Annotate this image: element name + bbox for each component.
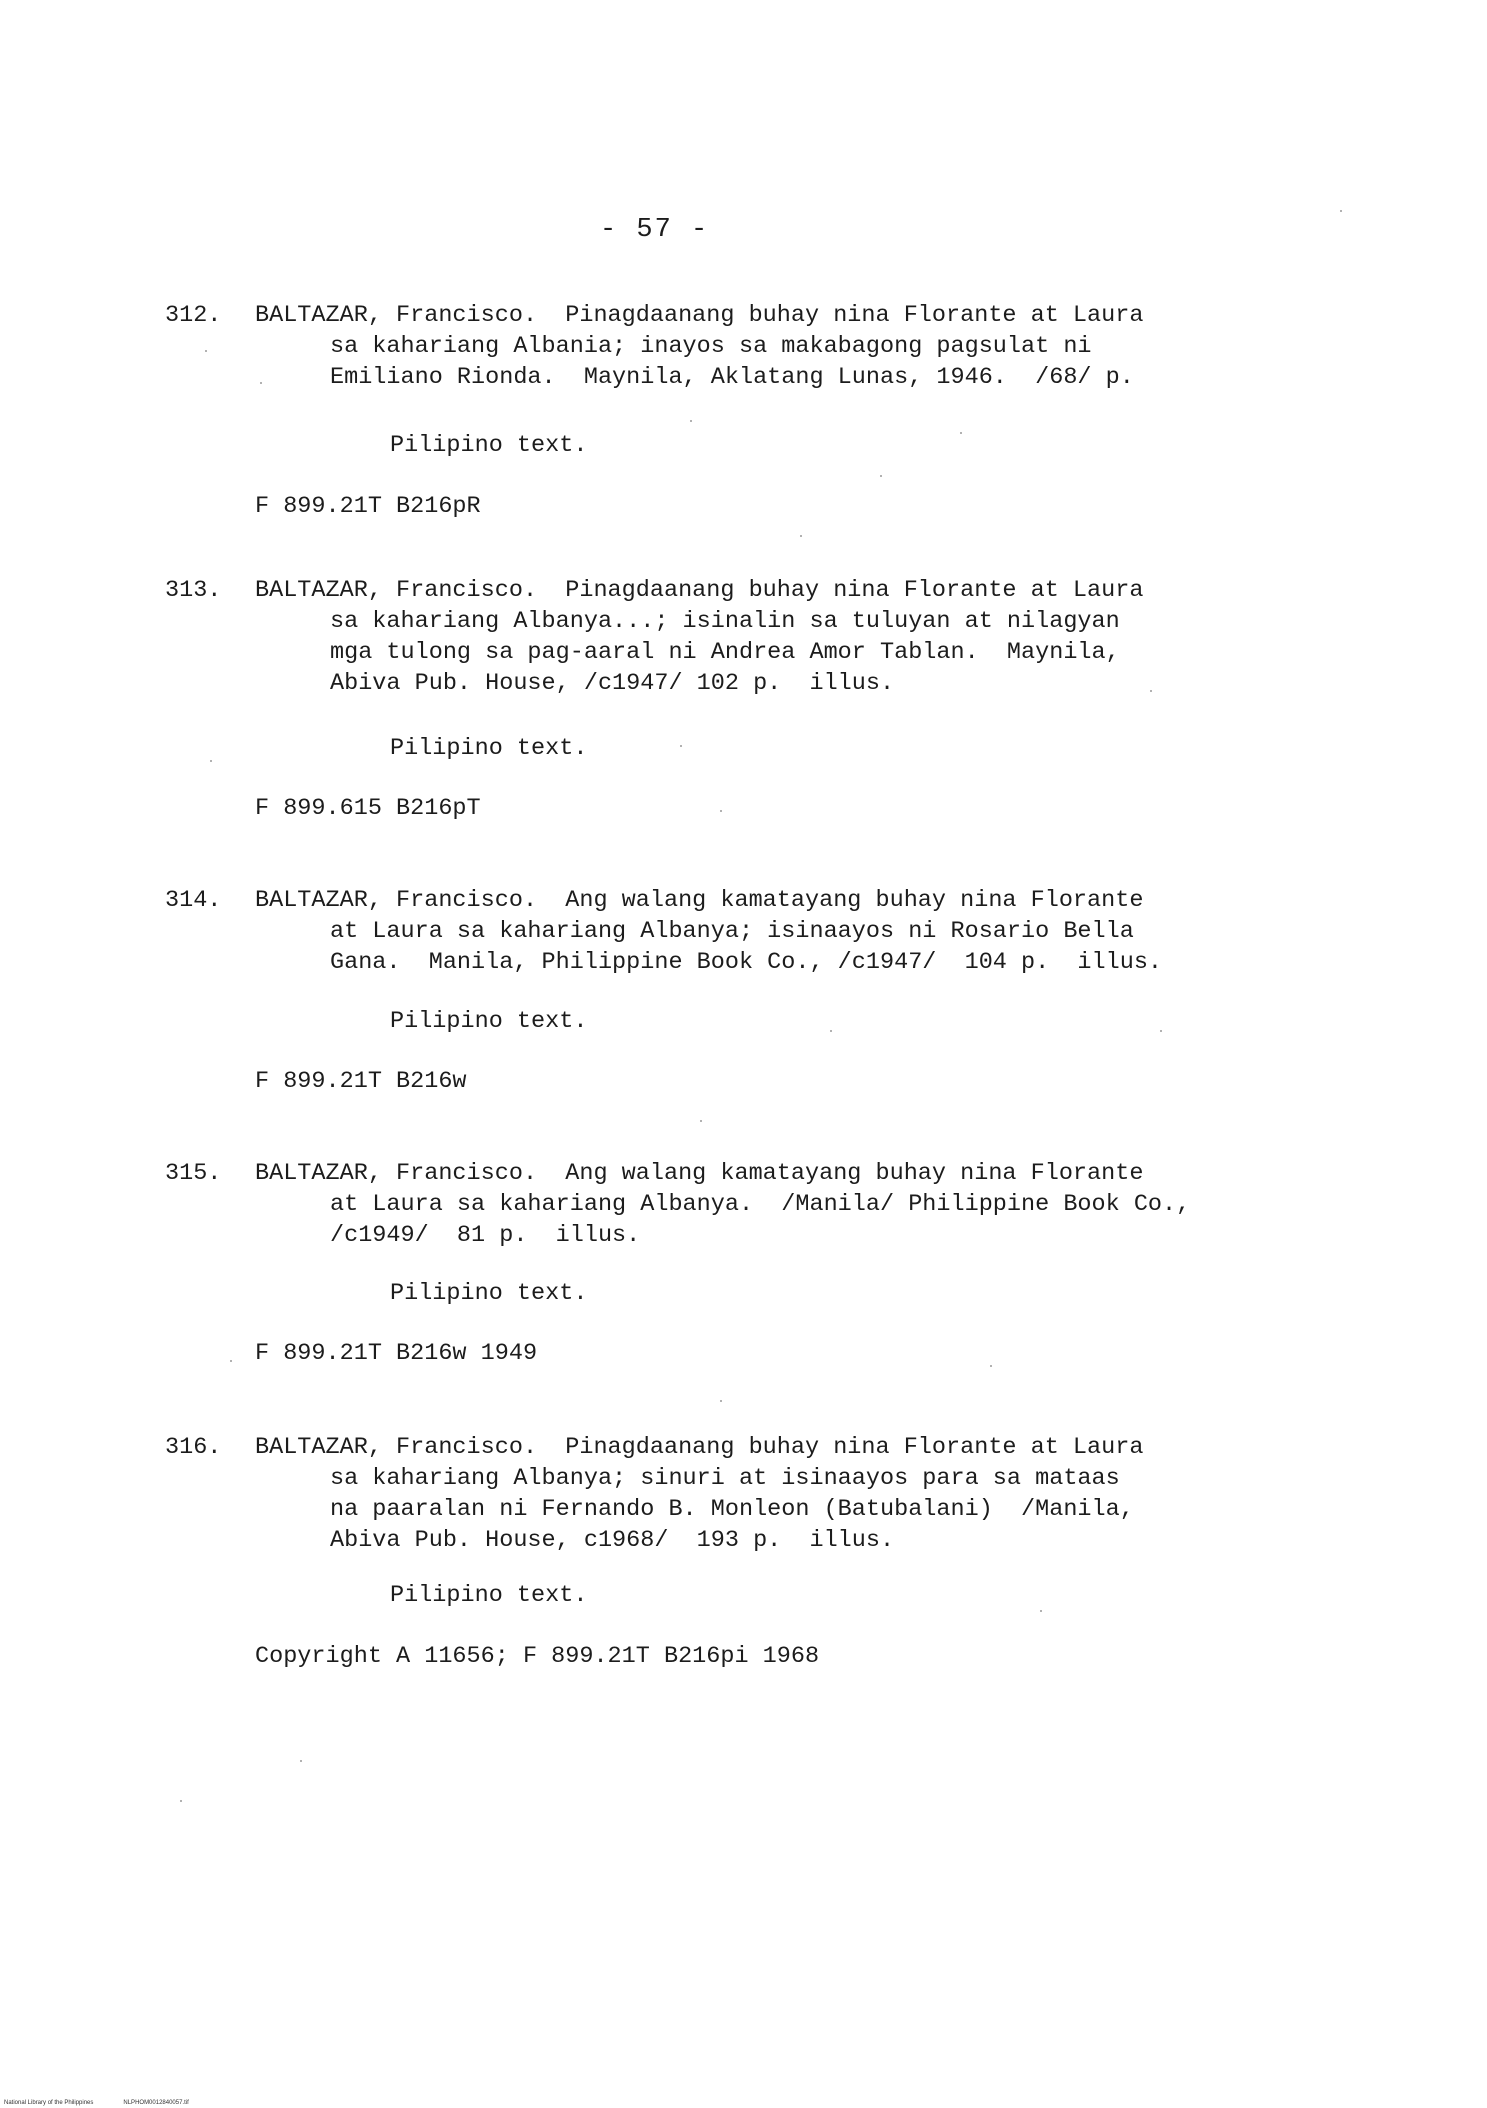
entry-number: 313. [165,577,222,604]
language-note: Pilipino text. [390,735,588,762]
call-number: F 899.21T B216w [255,1068,467,1095]
entry-line: sa kahariang Albanya; sinuri at isinaayos para sa mataas [330,1465,1120,1492]
call-number: F 899.21T B216w 1949 [255,1340,538,1367]
bibliography-entry-313 [165,575,1245,699]
call-number: F 899.21T B216pR [255,493,481,520]
bibliography-entry-316 [165,1432,1245,1556]
entry-line: Abiva Pub. House, c1968/ 193 p. illus. [330,1527,895,1554]
language-note: Pilipino text. [390,1582,588,1609]
bibliography-entry-312 [165,300,1245,393]
entry-line: at Laura sa kahariang Albanya; isinaayos ni Rosario Bella [330,918,1134,945]
call-number: Copyright A 11656; F 899.21T B216pi 1968 [255,1643,820,1670]
scan-footer [4,2100,219,2106]
entry-line: Emiliano Rionda. Maynila, Aklatang Lunas, 1946. /68/ p. [330,364,1134,391]
entry-line: BALTAZAR, Francisco. Pinagdaanang buhay nina Florante at Laura [255,577,1144,604]
entry-line: /c1949/ 81 p. illus. [330,1222,641,1249]
entry-line: BALTAZAR, Francisco. Ang walang kamatayang buhay nina Florante [255,887,1144,914]
footer-library: National Library of the Philippines [4,2100,94,2106]
footer-filename: NLPHOM0012840057.tif [123,2100,189,2106]
call-number: F 899.615 B216pT [255,795,481,822]
entry-line: sa kahariang Albanya...; isinalin sa tuluyan at nilagyan [330,608,1120,635]
entry-line: at Laura sa kahariang Albanya. /Manila/ Philippine Book Co., [330,1191,1191,1218]
entry-line: BALTAZAR, Francisco. Pinagdaanang buhay nina Florante at Laura [255,302,1144,329]
language-note: Pilipino text. [390,432,588,459]
entry-number: 316. [165,1434,222,1461]
entry-line: Gana. Manila, Philippine Book Co., /c1947/ 104 p. illus. [330,949,1163,976]
entry-line: sa kahariang Albania; inayos sa makabagong pagsulat ni [330,333,1092,360]
entry-number: 312. [165,302,222,329]
bibliography-entry-315 [165,1158,1245,1251]
language-note: Pilipino text. [390,1280,588,1307]
entry-line: na paaralan ni Fernando B. Monleon (Batubalani) /Manila, [330,1496,1134,1523]
entry-line: mga tulong sa pag-aaral ni Andrea Amor Tablan. Maynila, [330,639,1120,666]
entry-line: BALTAZAR, Francisco. Ang walang kamatayang buhay nina Florante [255,1160,1144,1187]
entry-line: BALTAZAR, Francisco. Pinagdaanang buhay nina Florante at Laura [255,1434,1144,1461]
page-number: - 57 - [600,215,710,245]
bibliography-entry-314 [165,885,1245,978]
entry-line: Abiva Pub. House, /c1947/ 102 p. illus. [330,670,895,697]
entry-number: 314. [165,887,222,914]
language-note: Pilipino text. [390,1008,588,1035]
entry-number: 315. [165,1160,222,1187]
